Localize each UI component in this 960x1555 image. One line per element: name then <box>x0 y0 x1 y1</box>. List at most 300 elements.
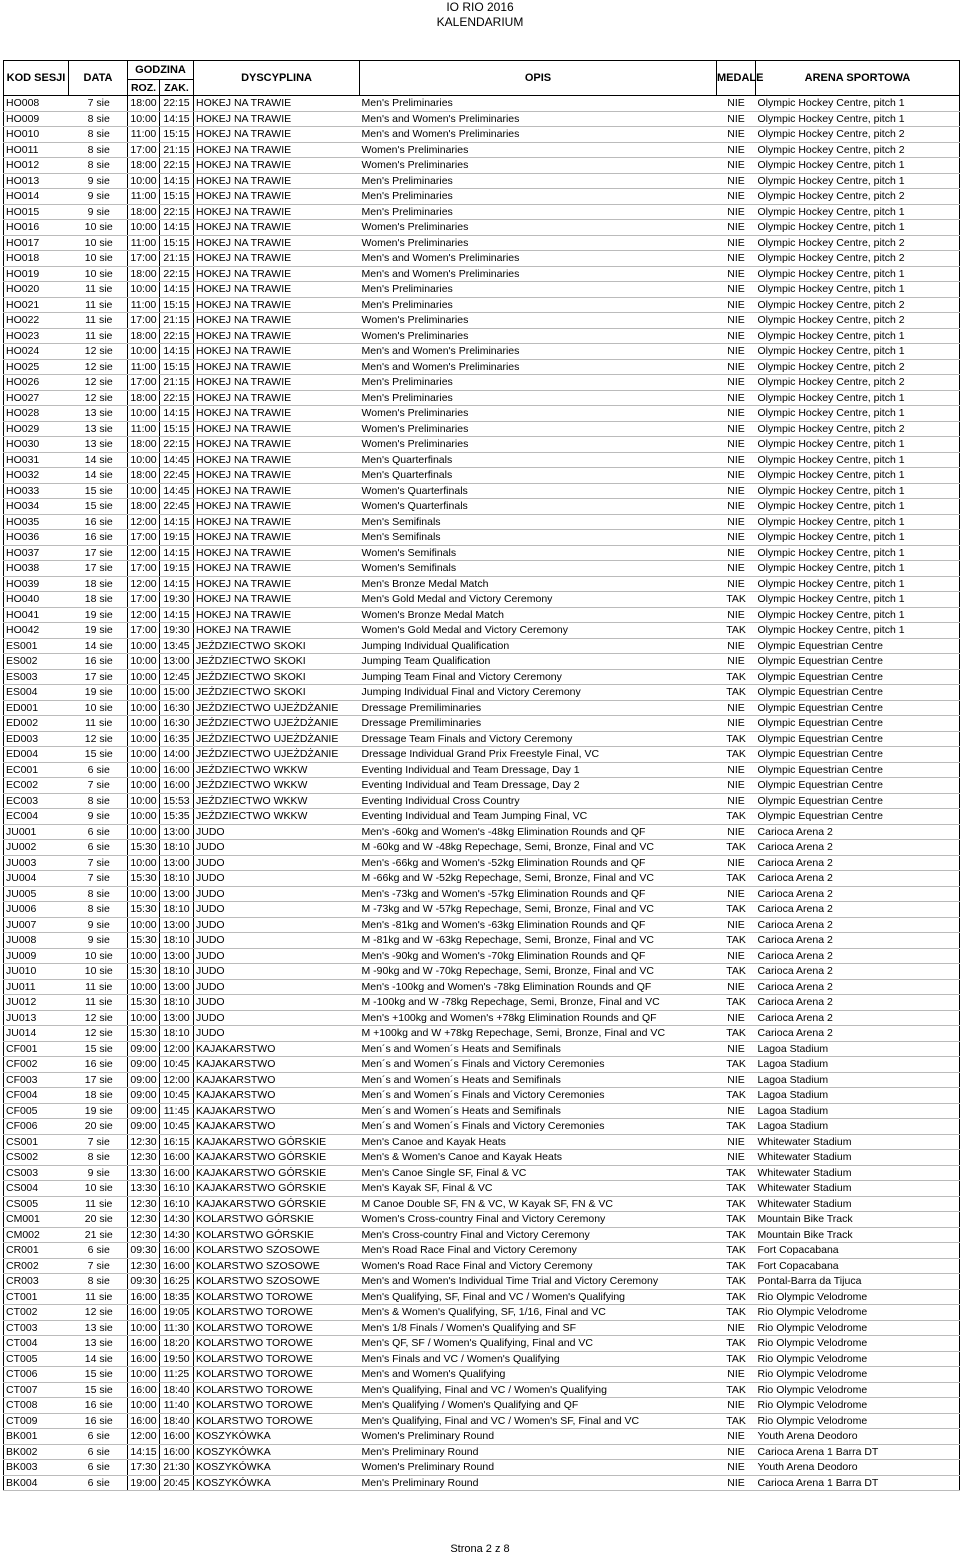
table-row <box>4 1181 960 1197</box>
cell-kod: HO011 <box>4 142 69 158</box>
cell-arena: Lagoa Stadium <box>756 1119 960 1135</box>
cell-dyscyplina: HOKEJ NA TRAWIE <box>194 96 360 112</box>
cell-dyscyplina: KAJAKARSTWO <box>194 1072 360 1088</box>
cell-dyscyplina: HOKEJ NA TRAWIE <box>194 359 360 375</box>
cell-zak: 13:45 <box>160 638 194 654</box>
cell-data: 13 sie <box>69 1320 128 1336</box>
cell-arena: Whitewater Stadium <box>756 1165 960 1181</box>
cell-data: 8 sie <box>69 1274 128 1290</box>
cell-kod: HO014 <box>4 189 69 205</box>
table-row <box>4 654 960 670</box>
table-row <box>4 1010 960 1026</box>
cell-dyscyplina: JUDO <box>194 824 360 840</box>
cell-data: 8 sie <box>69 1150 128 1166</box>
cell-opis: Men's Road Race Final and Victory Ceremony <box>360 1243 717 1259</box>
cell-zak: 18:10 <box>160 902 194 918</box>
cell-roz: 18:00 <box>128 437 160 453</box>
cell-zak: 16:00 <box>160 778 194 794</box>
table-row <box>4 468 960 484</box>
cell-data: 7 sie <box>69 1134 128 1150</box>
cell-dyscyplina: HOKEJ NA TRAWIE <box>194 297 360 313</box>
cell-roz: 12:00 <box>128 514 160 530</box>
table-row <box>4 1134 960 1150</box>
cell-dyscyplina: HOKEJ NA TRAWIE <box>194 390 360 406</box>
cell-opis: Men's +100kg and Women's +78kg Elimination Rounds and QF <box>360 1010 717 1026</box>
cell-data: 10 sie <box>69 964 128 980</box>
cell-dyscyplina: KOSZYKÓWKA <box>194 1444 360 1460</box>
cell-arena: Fort Copacabana <box>756 1243 960 1259</box>
cell-zak: 18:20 <box>160 1336 194 1352</box>
cell-medale: NIE <box>717 948 756 964</box>
cell-roz: 19:00 <box>128 1475 160 1491</box>
cell-opis: Women's Preliminaries <box>360 328 717 344</box>
cell-medale: TAK <box>717 669 756 685</box>
cell-arena: Olympic Hockey Centre, pitch 1 <box>756 406 960 422</box>
cell-data: 18 sie <box>69 592 128 608</box>
table-row <box>4 716 960 732</box>
cell-dyscyplina: HOKEJ NA TRAWIE <box>194 142 360 158</box>
cell-dyscyplina: KOLARSTWO GÓRSKIE <box>194 1227 360 1243</box>
cell-dyscyplina: HOKEJ NA TRAWIE <box>194 514 360 530</box>
cell-dyscyplina: JEŹDZIECTWO UJEŻDŻANIE <box>194 716 360 732</box>
cell-arena: Olympic Hockey Centre, pitch 1 <box>756 437 960 453</box>
cell-roz: 11:00 <box>128 189 160 205</box>
table-row <box>4 1150 960 1166</box>
cell-kod: HO040 <box>4 592 69 608</box>
cell-zak: 14:15 <box>160 607 194 623</box>
cell-dyscyplina: JUDO <box>194 902 360 918</box>
table-row <box>4 530 960 546</box>
cell-roz: 17:00 <box>128 561 160 577</box>
cell-kod: CS001 <box>4 1134 69 1150</box>
cell-arena: Rio Olympic Velodrome <box>756 1351 960 1367</box>
cell-zak: 18:10 <box>160 840 194 856</box>
cell-roz: 18:00 <box>128 96 160 112</box>
cell-dyscyplina: KOLARSTWO TOROWE <box>194 1289 360 1305</box>
cell-medale: NIE <box>717 235 756 251</box>
cell-arena: Carioca Arena 2 <box>756 917 960 933</box>
cell-data: 13 sie <box>69 421 128 437</box>
cell-data: 19 sie <box>69 1103 128 1119</box>
cell-medale: NIE <box>717 204 756 220</box>
cell-medale: TAK <box>717 1165 756 1181</box>
table-row <box>4 561 960 577</box>
cell-roz: 12:30 <box>128 1258 160 1274</box>
table-row <box>4 266 960 282</box>
cell-data: 7 sie <box>69 871 128 887</box>
cell-dyscyplina: HOKEJ NA TRAWIE <box>194 623 360 639</box>
cell-dyscyplina: HOKEJ NA TRAWIE <box>194 406 360 422</box>
cell-arena: Olympic Hockey Centre, pitch 1 <box>756 96 960 112</box>
table-row <box>4 1367 960 1383</box>
cell-medale: NIE <box>717 344 756 360</box>
cell-opis: Men's Qualifying / Women's Qualifying and QF <box>360 1398 717 1414</box>
cell-data: 11 sie <box>69 995 128 1011</box>
col-header-zak: ZAK. <box>160 80 194 96</box>
cell-arena: Olympic Hockey Centre, pitch 1 <box>756 592 960 608</box>
cell-dyscyplina: JEŹDZIECTWO SKOKI <box>194 685 360 701</box>
cell-kod: CR003 <box>4 1274 69 1290</box>
cell-roz: 15:30 <box>128 902 160 918</box>
cell-arena: Olympic Equestrian Centre <box>756 685 960 701</box>
cell-medale: TAK <box>717 1196 756 1212</box>
cell-dyscyplina: JEŹDZIECTWO WKKW <box>194 778 360 794</box>
cell-dyscyplina: HOKEJ NA TRAWIE <box>194 220 360 236</box>
table-row <box>4 297 960 313</box>
cell-opis: Men's Canoe and Kayak Heats <box>360 1134 717 1150</box>
cell-zak: 14:30 <box>160 1227 194 1243</box>
cell-dyscyplina: KOLARSTWO TOROWE <box>194 1382 360 1398</box>
cell-kod: EC004 <box>4 809 69 825</box>
col-header-opis: OPIS <box>360 61 717 96</box>
cell-data: 11 sie <box>69 313 128 329</box>
cell-kod: HO021 <box>4 297 69 313</box>
cell-zak: 20:45 <box>160 1475 194 1491</box>
cell-opis: Jumping Individual Final and Victory Ceremony <box>360 685 717 701</box>
cell-data: 8 sie <box>69 902 128 918</box>
table-row <box>4 204 960 220</box>
cell-opis: Women's Bronze Medal Match <box>360 607 717 623</box>
cell-data: 14 sie <box>69 452 128 468</box>
cell-data: 17 sie <box>69 561 128 577</box>
cell-arena: Lagoa Stadium <box>756 1072 960 1088</box>
cell-opis: Men's -66kg and Women's -52kg Elimination Rounds and QF <box>360 855 717 871</box>
cell-arena: Olympic Hockey Centre, pitch 1 <box>756 468 960 484</box>
cell-medale: NIE <box>717 142 756 158</box>
cell-zak: 15:35 <box>160 809 194 825</box>
cell-roz: 12:30 <box>128 1134 160 1150</box>
cell-medale: NIE <box>717 1150 756 1166</box>
table-row <box>4 406 960 422</box>
cell-kod: JU008 <box>4 933 69 949</box>
cell-dyscyplina: JEŹDZIECTWO WKKW <box>194 809 360 825</box>
table-row <box>4 576 960 592</box>
cell-zak: 16:15 <box>160 1134 194 1150</box>
cell-kod: JU006 <box>4 902 69 918</box>
cell-medale: NIE <box>717 654 756 670</box>
cell-arena: Carioca Arena 1 Barra DT <box>756 1475 960 1491</box>
cell-roz: 17:00 <box>128 251 160 267</box>
cell-opis: Women's Preliminaries <box>360 142 717 158</box>
cell-kod: CT002 <box>4 1305 69 1321</box>
cell-roz: 10:00 <box>128 700 160 716</box>
table-row <box>4 964 960 980</box>
cell-dyscyplina: JEŹDZIECTWO SKOKI <box>194 654 360 670</box>
cell-data: 16 sie <box>69 514 128 530</box>
cell-medale: NIE <box>717 638 756 654</box>
cell-arena: Olympic Equestrian Centre <box>756 778 960 794</box>
cell-opis: Dressage Premiliminaries <box>360 700 717 716</box>
cell-roz: 10:00 <box>128 452 160 468</box>
cell-arena: Olympic Hockey Centre, pitch 1 <box>756 158 960 174</box>
cell-zak: 14:15 <box>160 406 194 422</box>
cell-roz: 17:00 <box>128 375 160 391</box>
cell-zak: 13:00 <box>160 917 194 933</box>
cell-zak: 18:35 <box>160 1289 194 1305</box>
cell-arena: Lagoa Stadium <box>756 1088 960 1104</box>
cell-zak: 16:00 <box>160 1165 194 1181</box>
cell-medale: TAK <box>717 623 756 639</box>
cell-zak: 22:15 <box>160 328 194 344</box>
table-row <box>4 421 960 437</box>
cell-medale: NIE <box>717 1103 756 1119</box>
table-row <box>4 96 960 112</box>
cell-kod: HO028 <box>4 406 69 422</box>
table-row <box>4 1057 960 1073</box>
cell-medale: TAK <box>717 1274 756 1290</box>
cell-dyscyplina: HOKEJ NA TRAWIE <box>194 592 360 608</box>
col-header-arena: ARENA SPORTOWA <box>756 61 960 96</box>
cell-data: 8 sie <box>69 158 128 174</box>
cell-kod: CM001 <box>4 1212 69 1228</box>
cell-medale: NIE <box>717 561 756 577</box>
cell-zak: 10:45 <box>160 1119 194 1135</box>
cell-zak: 14:15 <box>160 111 194 127</box>
cell-roz: 17:00 <box>128 592 160 608</box>
cell-opis: Men´s and Women´s Heats and Semifinals <box>360 1072 717 1088</box>
cell-data: 6 sie <box>69 1475 128 1491</box>
cell-medale: NIE <box>717 483 756 499</box>
cell-arena: Olympic Equestrian Centre <box>756 793 960 809</box>
cell-roz: 11:00 <box>128 297 160 313</box>
cell-opis: Men's and Women's Preliminaries <box>360 111 717 127</box>
cell-opis: Men's and Women's Qualifying <box>360 1367 717 1383</box>
cell-dyscyplina: HOKEJ NA TRAWIE <box>194 204 360 220</box>
cell-opis: Men's Qualifying, Final and VC / Women's Qualifying <box>360 1382 717 1398</box>
cell-arena: Pontal-Barra da Tijuca <box>756 1274 960 1290</box>
cell-roz: 10:00 <box>128 731 160 747</box>
cell-data: 13 sie <box>69 437 128 453</box>
cell-opis: M -66kg and W -52kg Repechage, Semi, Bronze, Final and VC <box>360 871 717 887</box>
cell-dyscyplina: KAJAKARSTWO GÓRSKIE <box>194 1196 360 1212</box>
cell-data: 16 sie <box>69 1398 128 1414</box>
cell-zak: 19:05 <box>160 1305 194 1321</box>
cell-kod: HO038 <box>4 561 69 577</box>
cell-medale: NIE <box>717 173 756 189</box>
cell-opis: Men´s and Women´s Finals and Victory Ceremonies <box>360 1088 717 1104</box>
cell-opis: Women's Quarterfinals <box>360 483 717 499</box>
table-row <box>4 840 960 856</box>
cell-kod: JU012 <box>4 995 69 1011</box>
cell-medale: TAK <box>717 1305 756 1321</box>
cell-opis: Women's Semifinals <box>360 561 717 577</box>
cell-opis: Eventing Individual and Team Dressage, Day 1 <box>360 762 717 778</box>
cell-dyscyplina: HOKEJ NA TRAWIE <box>194 173 360 189</box>
cell-arena: Fort Copacabana <box>756 1258 960 1274</box>
table-row <box>4 917 960 933</box>
cell-zak: 15:15 <box>160 359 194 375</box>
table-row <box>4 1072 960 1088</box>
cell-opis: Women's Preliminaries <box>360 220 717 236</box>
cell-arena: Olympic Hockey Centre, pitch 2 <box>756 359 960 375</box>
cell-kod: EC001 <box>4 762 69 778</box>
cell-medale: NIE <box>717 1134 756 1150</box>
cell-arena: Lagoa Stadium <box>756 1057 960 1073</box>
cell-arena: Olympic Hockey Centre, pitch 1 <box>756 220 960 236</box>
cell-opis: Dressage Individual Grand Prix Freestyle Final, VC <box>360 747 717 763</box>
cell-arena: Mountain Bike Track <box>756 1212 960 1228</box>
cell-medale: NIE <box>717 96 756 112</box>
cell-data: 10 sie <box>69 1181 128 1197</box>
table-row <box>4 871 960 887</box>
cell-dyscyplina: KAJAKARSTWO <box>194 1103 360 1119</box>
cell-opis: Men's Quarterfinals <box>360 452 717 468</box>
cell-medale: NIE <box>717 220 756 236</box>
cell-kod: HO016 <box>4 220 69 236</box>
cell-dyscyplina: HOKEJ NA TRAWIE <box>194 437 360 453</box>
cell-roz: 09:00 <box>128 1103 160 1119</box>
cell-opis: Jumping Individual Qualification <box>360 638 717 654</box>
cell-dyscyplina: JUDO <box>194 964 360 980</box>
cell-zak: 18:40 <box>160 1382 194 1398</box>
cell-zak: 13:00 <box>160 1010 194 1026</box>
cell-data: 16 sie <box>69 1413 128 1429</box>
cell-data: 6 sie <box>69 1243 128 1259</box>
table-row <box>4 902 960 918</box>
cell-data: 15 sie <box>69 499 128 515</box>
cell-data: 18 sie <box>69 576 128 592</box>
cell-roz: 09:00 <box>128 1041 160 1057</box>
cell-roz: 10:00 <box>128 344 160 360</box>
table-row <box>4 1212 960 1228</box>
cell-arena: Olympic Hockey Centre, pitch 1 <box>756 111 960 127</box>
cell-kod: BK001 <box>4 1429 69 1445</box>
cell-dyscyplina: KOLARSTWO TOROWE <box>194 1413 360 1429</box>
cell-roz: 09:30 <box>128 1274 160 1290</box>
cell-arena: Olympic Equestrian Centre <box>756 731 960 747</box>
cell-opis: Men's Canoe Single SF, Final & VC <box>360 1165 717 1181</box>
cell-roz: 10:00 <box>128 483 160 499</box>
cell-opis: Men's and Women's Preliminaries <box>360 344 717 360</box>
cell-zak: 16:00 <box>160 1150 194 1166</box>
table-row <box>4 282 960 298</box>
cell-arena: Carioca Arena 2 <box>756 902 960 918</box>
table-row <box>4 1243 960 1259</box>
cell-roz: 10:00 <box>128 685 160 701</box>
cell-medale: TAK <box>717 1351 756 1367</box>
cell-medale: TAK <box>717 809 756 825</box>
cell-dyscyplina: KOLARSTWO TOROWE <box>194 1336 360 1352</box>
table-row <box>4 1258 960 1274</box>
table-row <box>4 1460 960 1476</box>
cell-roz: 18:00 <box>128 468 160 484</box>
table-row <box>4 1320 960 1336</box>
cell-roz: 10:00 <box>128 111 160 127</box>
cell-roz: 15:30 <box>128 964 160 980</box>
cell-dyscyplina: HOKEJ NA TRAWIE <box>194 282 360 298</box>
cell-zak: 16:00 <box>160 1243 194 1259</box>
table-row <box>4 731 960 747</box>
cell-opis: Women's Preliminaries <box>360 235 717 251</box>
cell-arena: Olympic Hockey Centre, pitch 1 <box>756 499 960 515</box>
cell-data: 9 sie <box>69 173 128 189</box>
cell-zak: 22:15 <box>160 96 194 112</box>
cell-zak: 19:15 <box>160 530 194 546</box>
cell-zak: 16:10 <box>160 1181 194 1197</box>
cell-zak: 21:15 <box>160 313 194 329</box>
cell-roz: 12:00 <box>128 545 160 561</box>
cell-opis: Eventing Individual and Team Jumping Final, VC <box>360 809 717 825</box>
cell-medale: NIE <box>717 313 756 329</box>
cell-kod: CF003 <box>4 1072 69 1088</box>
table-row <box>4 592 960 608</box>
cell-zak: 16:00 <box>160 1429 194 1445</box>
cell-kod: JU011 <box>4 979 69 995</box>
cell-opis: Men´s and Women´s Finals and Victory Ceremonies <box>360 1057 717 1073</box>
cell-data: 11 sie <box>69 979 128 995</box>
cell-opis: Men's -60kg and Women's -48kg Elimination Rounds and QF <box>360 824 717 840</box>
cell-kod: JU009 <box>4 948 69 964</box>
cell-arena: Rio Olympic Velodrome <box>756 1320 960 1336</box>
cell-dyscyplina: KOLARSTWO TOROWE <box>194 1305 360 1321</box>
cell-data: 7 sie <box>69 96 128 112</box>
cell-opis: Men's and Women's Preliminaries <box>360 266 717 282</box>
cell-roz: 10:00 <box>128 406 160 422</box>
cell-arena: Olympic Hockey Centre, pitch 1 <box>756 282 960 298</box>
cell-data: 10 sie <box>69 266 128 282</box>
cell-roz: 09:00 <box>128 1088 160 1104</box>
cell-opis: Men´s and Women´s Heats and Semifinals <box>360 1041 717 1057</box>
cell-arena: Carioca Arena 2 <box>756 995 960 1011</box>
cell-opis: M Canoe Double SF, FN & VC, W Kayak SF, FN & VC <box>360 1196 717 1212</box>
cell-arena: Olympic Hockey Centre, pitch 1 <box>756 607 960 623</box>
cell-opis: Men's -73kg and Women's -57kg Elimination Rounds and QF <box>360 886 717 902</box>
cell-arena: Carioca Arena 1 Barra DT <box>756 1444 960 1460</box>
cell-opis: Men's Cross-country Final and Victory Ceremony <box>360 1227 717 1243</box>
cell-dyscyplina: KAJAKARSTWO GÓRSKIE <box>194 1181 360 1197</box>
cell-dyscyplina: HOKEJ NA TRAWIE <box>194 189 360 205</box>
cell-kod: HO023 <box>4 328 69 344</box>
cell-roz: 13:30 <box>128 1165 160 1181</box>
cell-arena: Whitewater Stadium <box>756 1150 960 1166</box>
cell-arena: Whitewater Stadium <box>756 1134 960 1150</box>
cell-zak: 22:15 <box>160 158 194 174</box>
cell-arena: Lagoa Stadium <box>756 1103 960 1119</box>
cell-zak: 18:40 <box>160 1413 194 1429</box>
cell-arena: Carioca Arena 2 <box>756 1010 960 1026</box>
cell-medale: TAK <box>717 1088 756 1104</box>
cell-arena: Rio Olympic Velodrome <box>756 1382 960 1398</box>
cell-roz: 12:00 <box>128 607 160 623</box>
cell-roz: 18:00 <box>128 204 160 220</box>
cell-roz: 10:00 <box>128 948 160 964</box>
cell-opis: M -73kg and W -57kg Repechage, Semi, Bronze, Final and VC <box>360 902 717 918</box>
cell-kod: CS002 <box>4 1150 69 1166</box>
cell-roz: 12:00 <box>128 1429 160 1445</box>
cell-zak: 16:30 <box>160 700 194 716</box>
cell-arena: Olympic Hockey Centre, pitch 1 <box>756 514 960 530</box>
table-row <box>4 607 960 623</box>
cell-data: 8 sie <box>69 793 128 809</box>
cell-medale: NIE <box>717 1398 756 1414</box>
cell-dyscyplina: HOKEJ NA TRAWIE <box>194 545 360 561</box>
cell-roz: 10:00 <box>128 793 160 809</box>
cell-data: 14 sie <box>69 1351 128 1367</box>
cell-arena: Olympic Hockey Centre, pitch 2 <box>756 142 960 158</box>
cell-data: 9 sie <box>69 917 128 933</box>
cell-zak: 13:00 <box>160 824 194 840</box>
cell-roz: 16:00 <box>128 1351 160 1367</box>
cell-opis: Women's Preliminaries <box>360 421 717 437</box>
cell-kod: CF004 <box>4 1088 69 1104</box>
table-row <box>4 685 960 701</box>
cell-kod: HO039 <box>4 576 69 592</box>
table-row <box>4 1429 960 1445</box>
table-row <box>4 933 960 949</box>
cell-opis: M -100kg and W -78kg Repechage, Semi, Bronze, Final and VC <box>360 995 717 1011</box>
cell-data: 10 sie <box>69 235 128 251</box>
cell-roz: 10:00 <box>128 778 160 794</box>
